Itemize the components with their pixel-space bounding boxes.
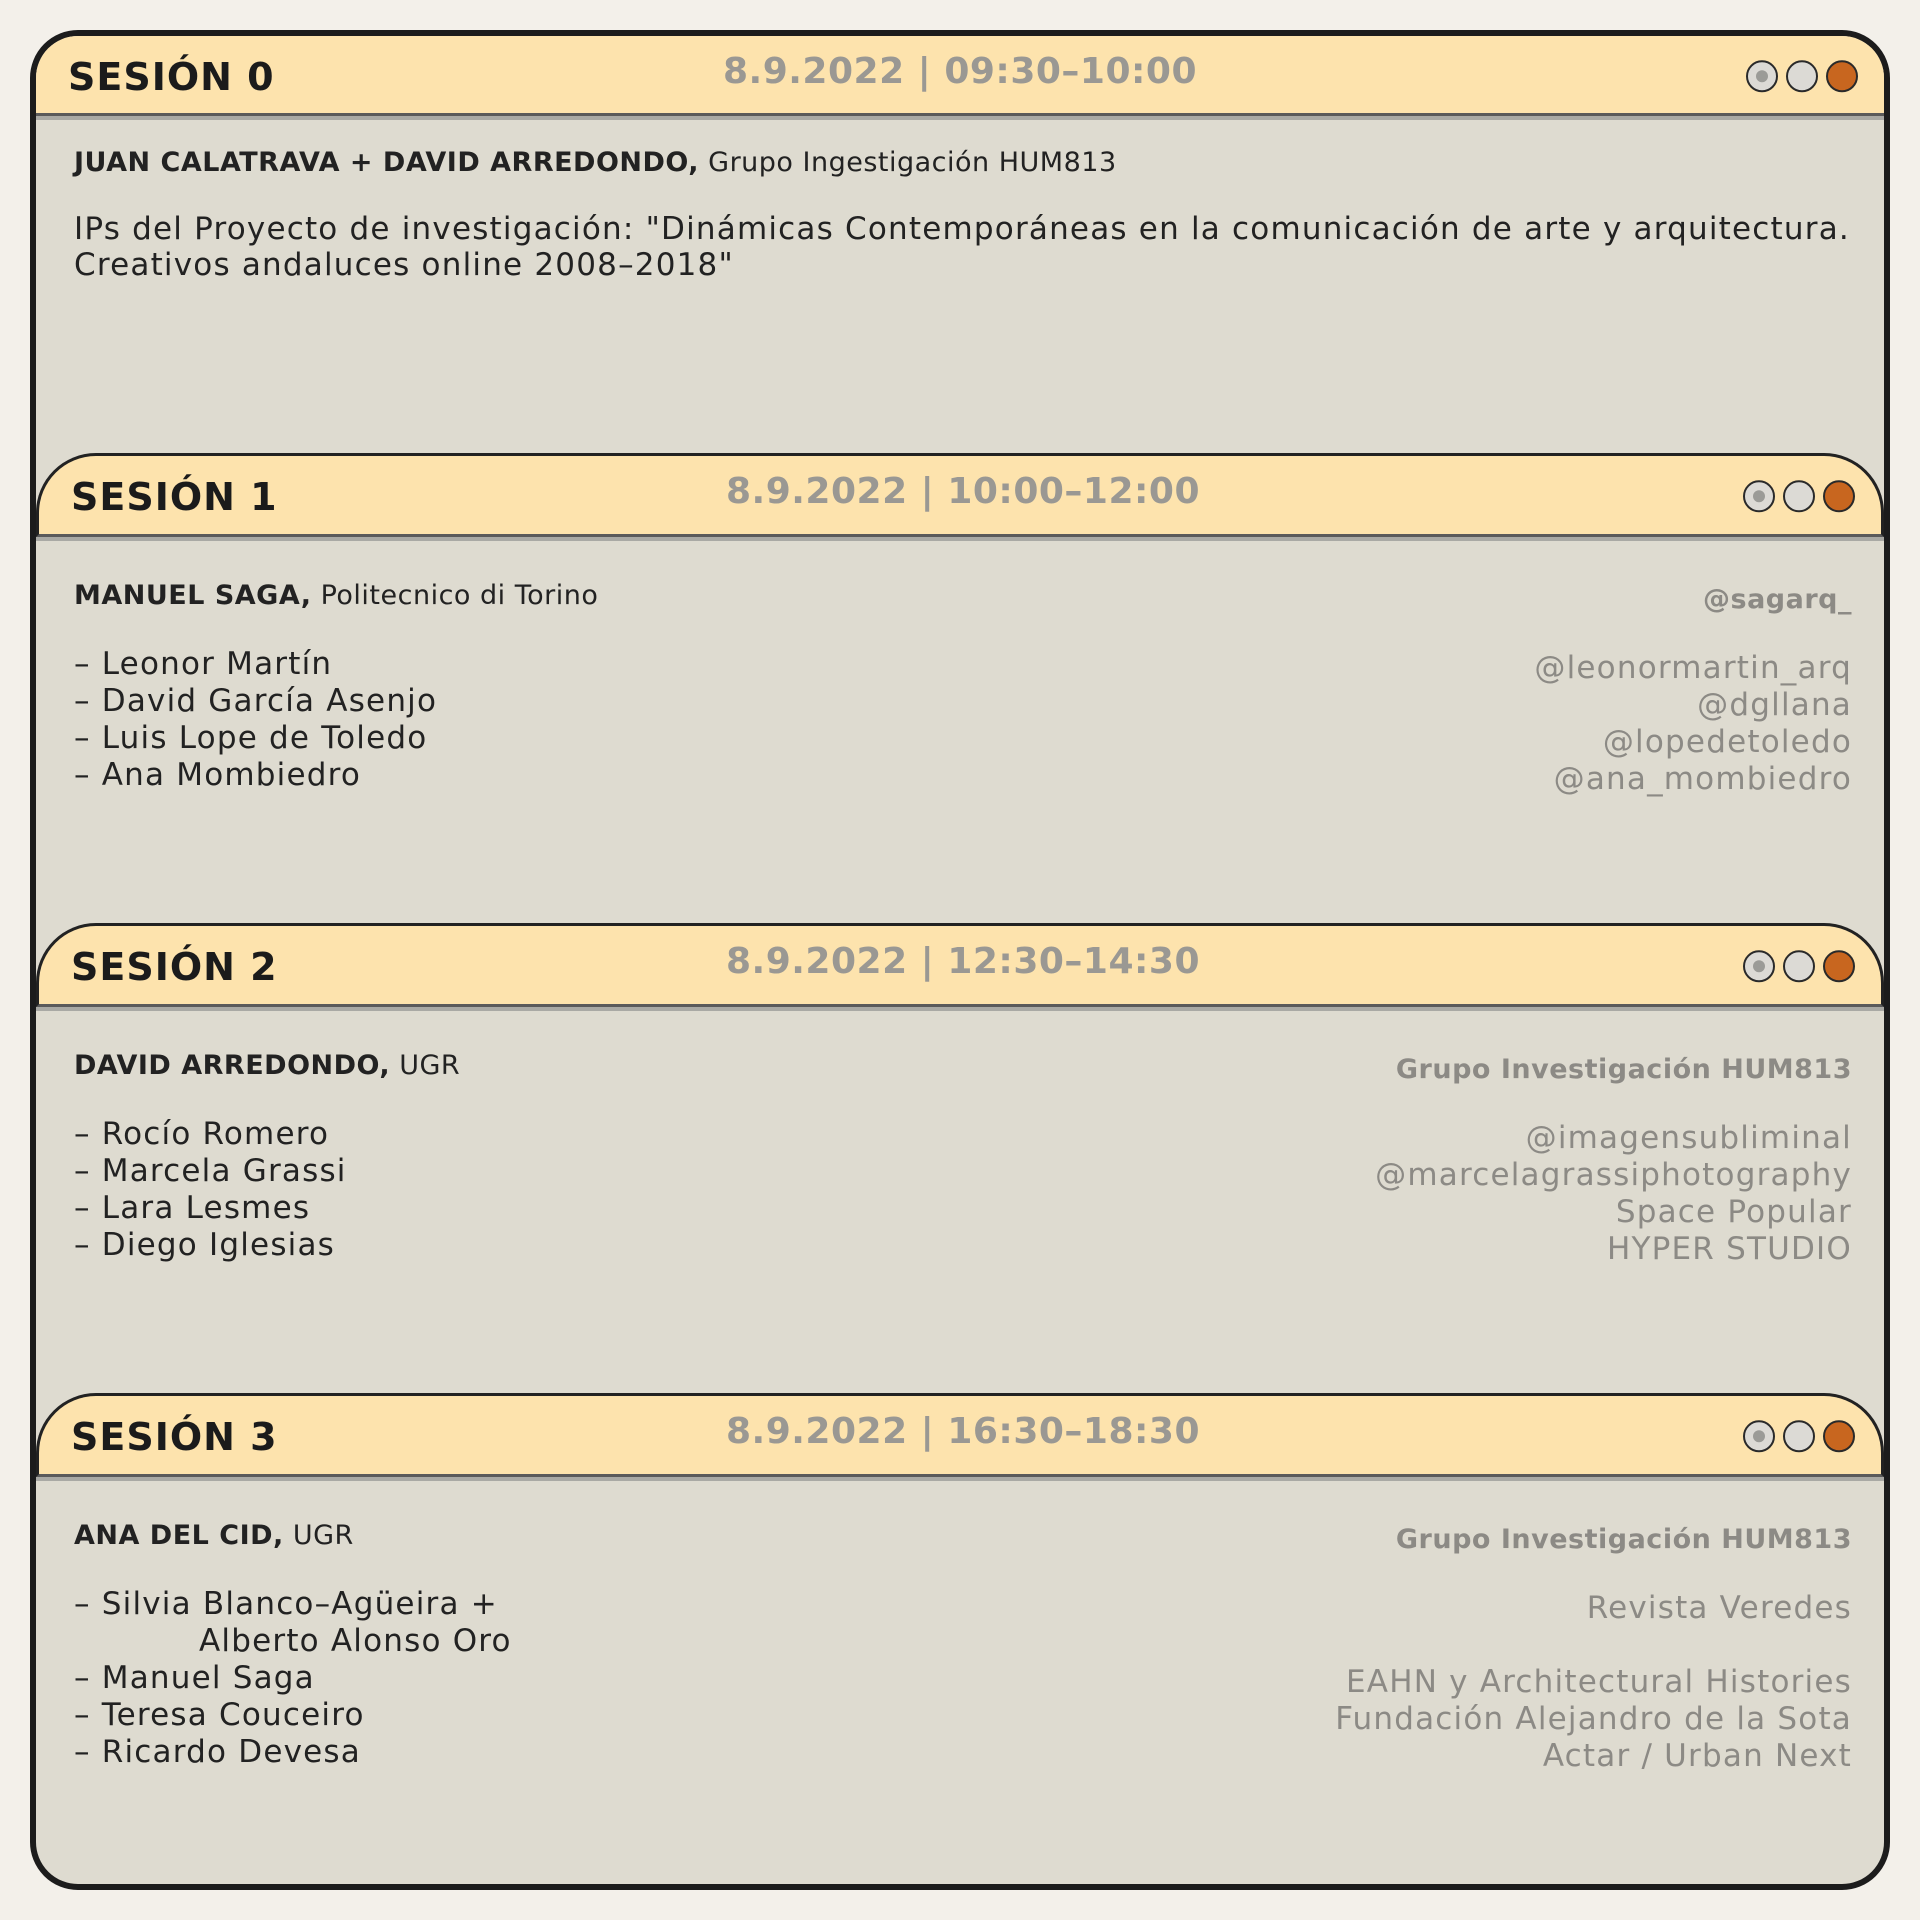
speaker-item: – Lara Lesmes <box>74 1190 311 1226</box>
window-controls <box>1743 950 1855 982</box>
handle-item[interactable]: @lopedetoledo <box>1602 724 1852 760</box>
session-1-title-bar <box>36 453 1884 537</box>
handle-item[interactable]: @leonormartin_arq <box>1534 650 1852 686</box>
window-dot-close-icon[interactable] <box>1823 950 1855 982</box>
session-2-handle-list <box>1375 1120 1852 1268</box>
session-2 <box>36 911 1884 1381</box>
window-controls <box>1743 480 1855 512</box>
session-3-title: SESIÓN 3 <box>71 1414 278 1459</box>
speaker-item: – Luis Lope de Toledo <box>74 720 428 756</box>
session-0-lead-name: JUAN CALATRAVA + DAVID ARREDONDO, <box>74 147 700 178</box>
window-dot-minimize-icon[interactable] <box>1743 1420 1775 1452</box>
session-2-lead-affiliation: UGR <box>399 1050 461 1081</box>
session-2-lead <box>74 1049 460 1083</box>
handle-item[interactable]: @ana_mombiedro <box>1553 761 1852 797</box>
window-dot-maximize-icon[interactable] <box>1783 950 1815 982</box>
window-dot-maximize-icon[interactable] <box>1783 1420 1815 1452</box>
window-dot-minimize-icon[interactable] <box>1743 480 1775 512</box>
session-3-lead <box>74 1519 354 1553</box>
handle-item[interactable]: EAHN y Architectural Histories <box>1346 1664 1852 1700</box>
session-2-title: SESIÓN 2 <box>71 944 278 989</box>
speaker-item: – Teresa Couceiro <box>74 1697 365 1733</box>
session-2-lead-handle[interactable]: Grupo Investigación HUM813 <box>1395 1054 1852 1085</box>
window-dot-minimize-icon[interactable] <box>1746 60 1778 92</box>
window-dot-minimize-icon[interactable] <box>1743 950 1775 982</box>
handle-item[interactable]: @imagensubliminal <box>1525 1120 1852 1156</box>
speaker-item: – Diego Iglesias <box>74 1227 336 1263</box>
session-1-title: SESIÓN 1 <box>71 474 278 519</box>
speaker-item-continued-text: Alberto Alonso Oro <box>199 1623 512 1659</box>
window-controls <box>1743 1420 1855 1452</box>
session-0-time: 8.9.2022 | 09:30–10:00 <box>722 50 1198 92</box>
speaker-item: – Silvia Blanco–Agüeira + <box>74 1586 498 1622</box>
session-3-handle-list <box>1335 1590 1852 1775</box>
session-3-lead-handle[interactable]: Grupo Investigación HUM813 <box>1395 1524 1852 1555</box>
session-1 <box>36 441 1884 911</box>
session-0-lead-affiliation: Grupo Ingestigación HUM813 <box>708 147 1117 178</box>
session-1-lead-handle[interactable]: @sagarq_ <box>1703 584 1852 615</box>
session-3-lead-affiliation: UGR <box>292 1520 354 1551</box>
speaker-item: – Marcela Grassi <box>74 1153 347 1189</box>
session-0-title: SESIÓN 0 <box>68 54 275 99</box>
schedule-window <box>30 30 1890 1890</box>
session-2-speaker-list <box>74 1116 347 1264</box>
session-0-description: IPs del Proyecto de investigación: "Dinámicas Contemporáneas en la comunicación de arte y arquitectura. Creativos andaluces online 2008–2018" <box>74 211 1850 283</box>
speaker-item: – David García Asenjo <box>74 683 438 719</box>
handle-item[interactable]: Space Popular <box>1615 1194 1852 1230</box>
window-dot-close-icon[interactable] <box>1823 480 1855 512</box>
session-3-title-bar <box>36 1393 1884 1477</box>
speaker-item: – Rocío Romero <box>74 1116 330 1152</box>
window-dot-maximize-icon[interactable] <box>1786 60 1818 92</box>
window-dot-close-icon[interactable] <box>1823 1420 1855 1452</box>
session-3-speaker-list <box>74 1586 512 1771</box>
handle-item[interactable]: @marcelagrassiphotography <box>1375 1157 1852 1193</box>
session-1-lead-name: MANUEL SAGA, <box>74 580 312 611</box>
session-1-lead-affiliation: Politecnico di Torino <box>320 580 599 611</box>
session-1-speaker-list <box>74 646 437 794</box>
speaker-item: – Ricardo Devesa <box>74 1734 361 1770</box>
window-dot-maximize-icon[interactable] <box>1783 480 1815 512</box>
speaker-item: – Ana Mombiedro <box>74 757 362 793</box>
window-dot-close-icon[interactable] <box>1826 60 1858 92</box>
handle-item[interactable]: Fundación Alejandro de la Sota <box>1335 1701 1852 1737</box>
handle-item[interactable]: HYPER STUDIO <box>1606 1231 1852 1267</box>
session-2-lead-name: DAVID ARREDONDO, <box>74 1050 391 1081</box>
speaker-item-continued <box>74 1623 512 1660</box>
handle-item[interactable]: Revista Veredes <box>1586 1590 1852 1626</box>
session-0 <box>36 36 1884 441</box>
speaker-item: – Manuel Saga <box>74 1660 315 1696</box>
session-3 <box>36 1381 1884 1890</box>
speaker-item: – Leonor Martín <box>74 646 333 682</box>
window-controls <box>1746 60 1858 92</box>
session-1-time: 8.9.2022 | 10:00–12:00 <box>725 471 1201 513</box>
session-0-title-bar <box>36 36 1884 116</box>
session-0-lead <box>74 146 1117 180</box>
session-2-time: 8.9.2022 | 12:30–14:30 <box>725 941 1201 983</box>
session-3-lead-name: ANA DEL CID, <box>74 1520 284 1551</box>
session-1-handle-list <box>1534 650 1852 798</box>
handle-item[interactable]: Actar / Urban Next <box>1542 1738 1852 1774</box>
session-2-title-bar <box>36 923 1884 1007</box>
session-3-time: 8.9.2022 | 16:30–18:30 <box>725 1411 1201 1453</box>
handle-item[interactable]: @dgllana <box>1697 687 1852 723</box>
session-1-lead <box>74 579 598 613</box>
